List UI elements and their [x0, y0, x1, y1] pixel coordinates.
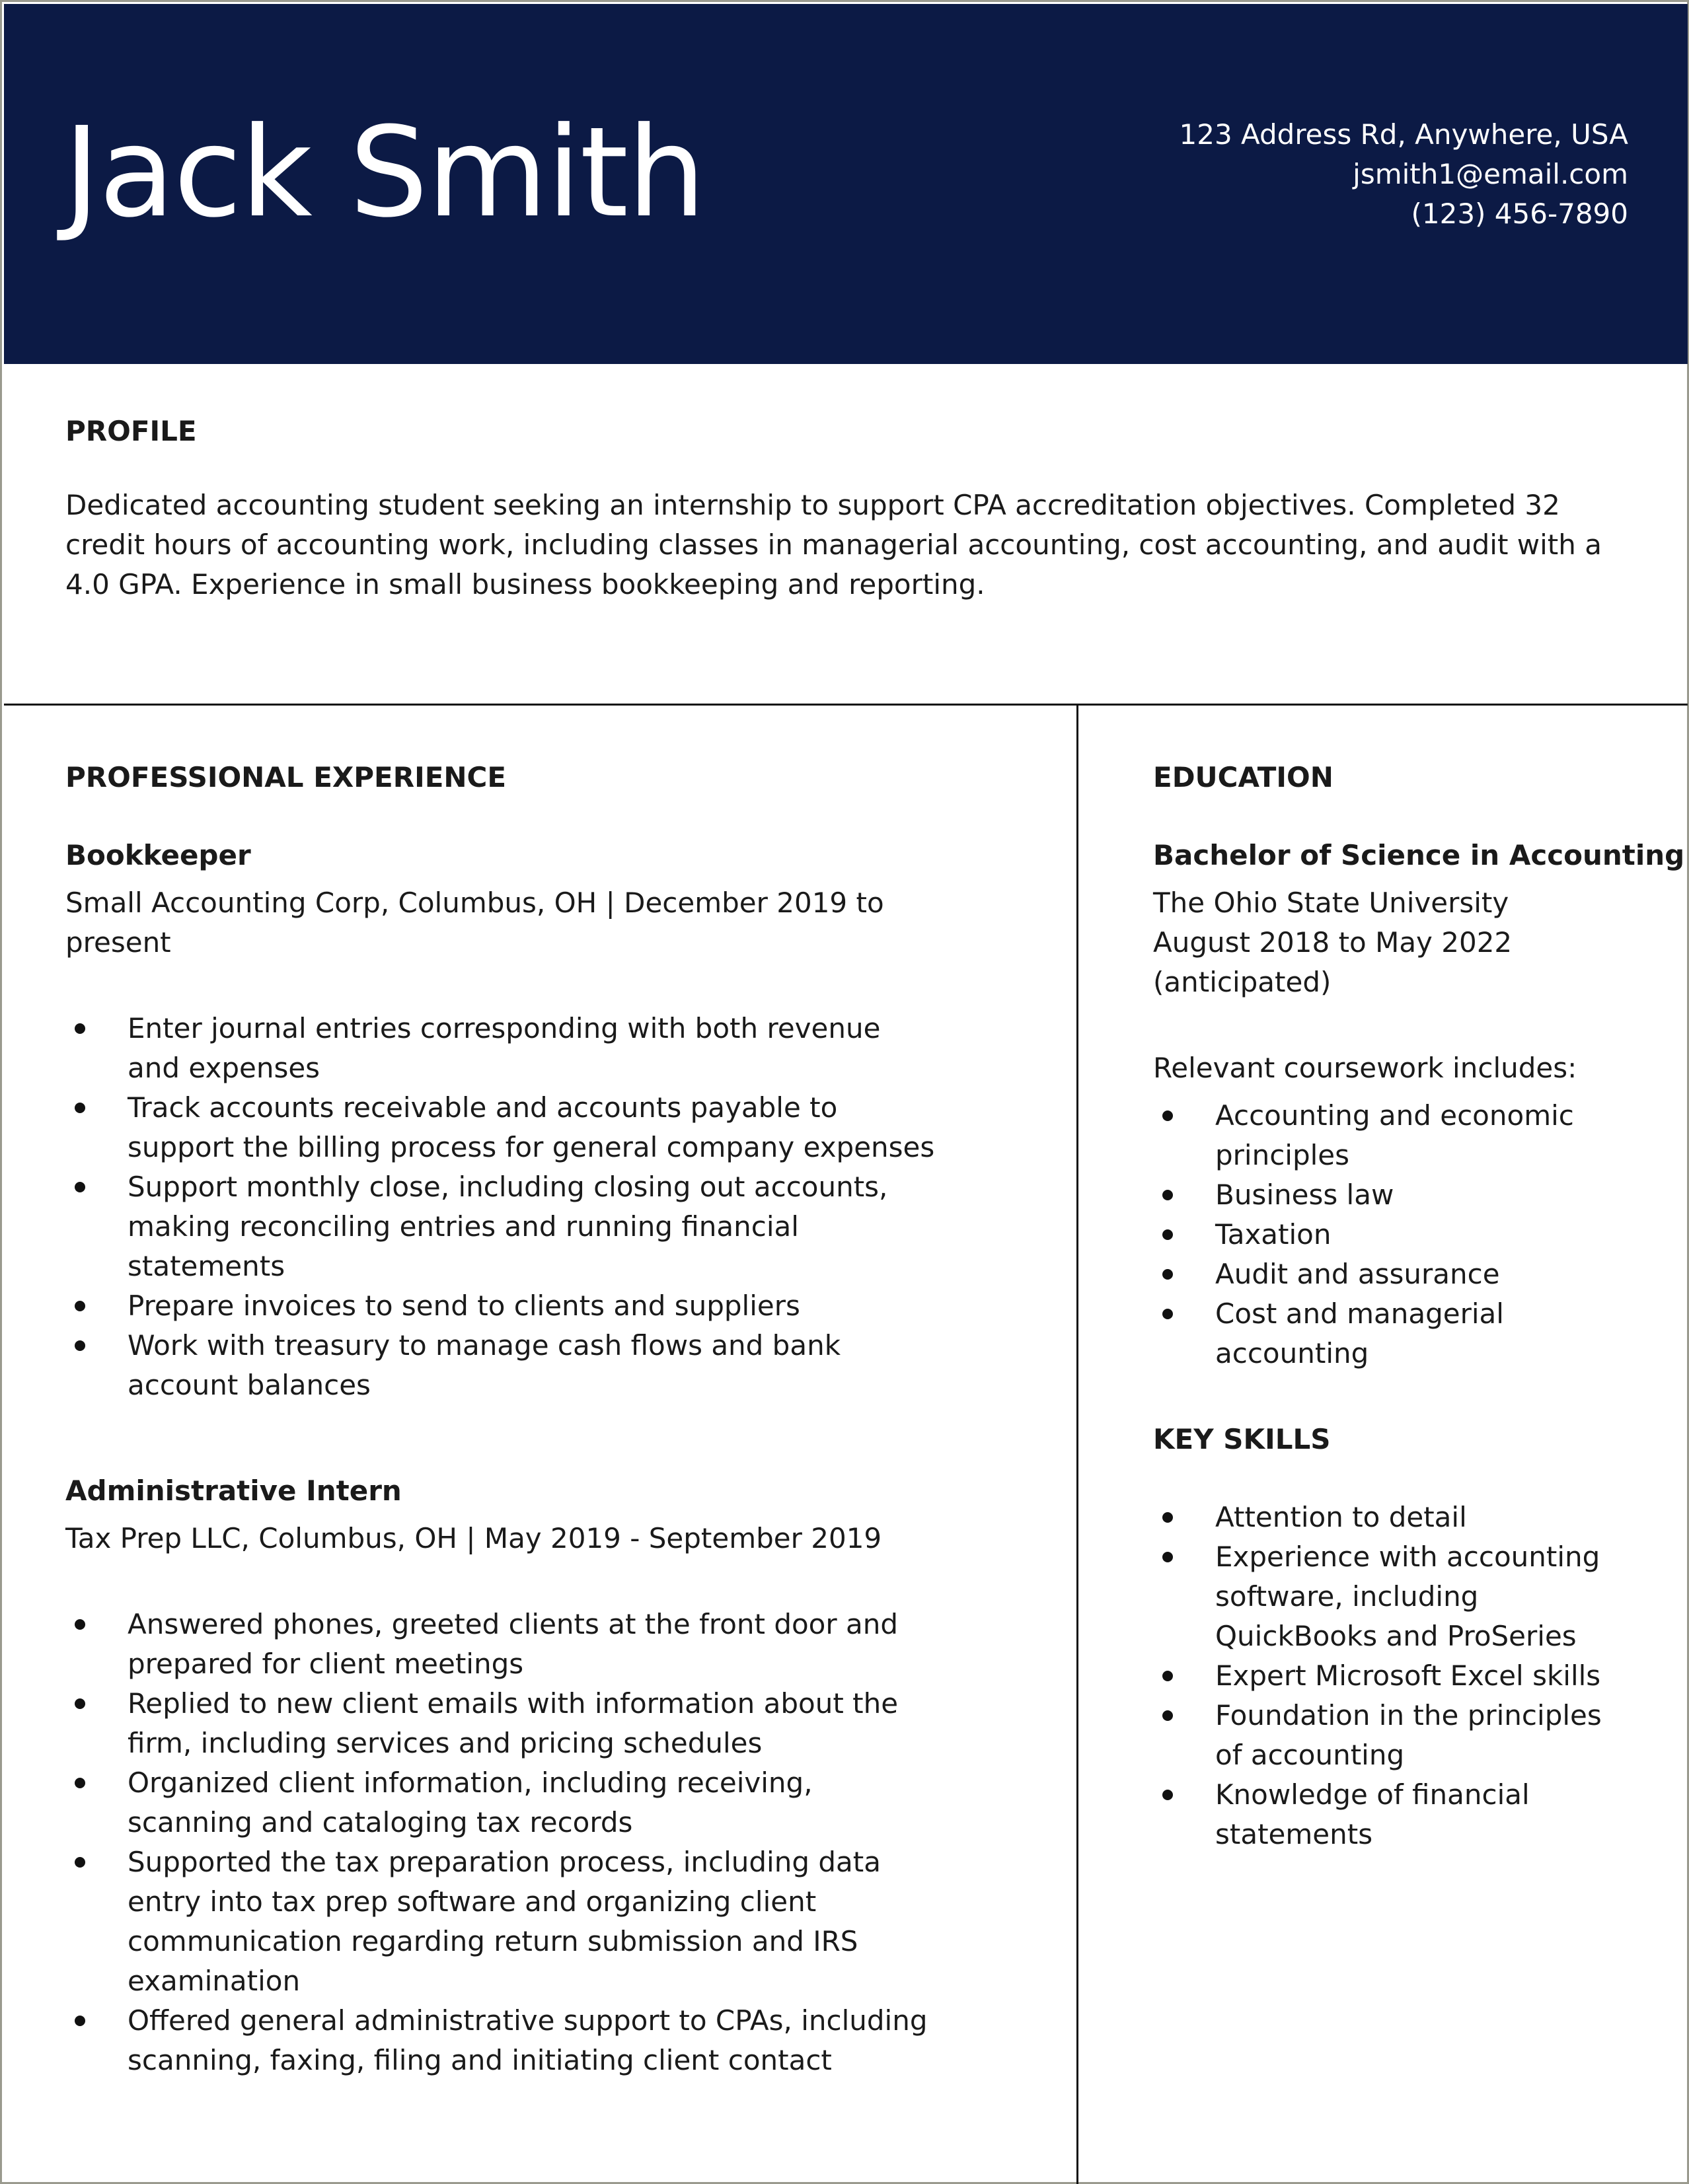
profile-heading: PROFILE — [65, 415, 197, 447]
job-details: Small Accounting Corp, Columbus, OH | December 2019 to present — [65, 887, 884, 959]
bullet-icon — [1162, 1110, 1173, 1121]
bullet-icon — [75, 2016, 85, 2026]
list-item: Prepare invoices to send to clients and suppliers — [65, 1286, 938, 1326]
bullet-icon — [1162, 1710, 1173, 1721]
bullet-icon — [1162, 1512, 1173, 1523]
horizontal-divider — [4, 704, 1688, 706]
bullet-icon — [75, 1619, 85, 1630]
sidebar-column — [1153, 758, 1685, 1854]
education-dates: August 2018 to May 2022 (anticipated) — [1153, 926, 1513, 998]
list-item: Support monthly close, including closing out accounts, making reconciling entries and running financial statements — [65, 1167, 938, 1286]
list-item: Experience with accounting software, including QuickBooks and ProSeries — [1153, 1537, 1629, 1656]
list-item: Expert Microsoft Excel skills — [1153, 1656, 1629, 1696]
list-item: Accounting and economic principles — [1153, 1096, 1629, 1175]
list-item: Attention to detail — [1153, 1498, 1629, 1537]
education-heading: EDUCATION — [1153, 761, 1333, 793]
profile-summary: Dedicated accounting student seeking an internship to support CPA accreditation objectives. Completed 32 credit hours of accounting work, including classes in managerial accounting, cost accounting, and audit with a 4.0 GPA. Experience in small business bookkeeping and reporting. — [65, 489, 1602, 601]
list-item: Supported the tax preparation process, including data entry into tax prep software and organizing client communication regarding return submission and IRS examination — [65, 1842, 938, 2001]
list-item: Audit and assurance — [1153, 1255, 1629, 1294]
list-item: Knowledge of financial statements — [1153, 1775, 1629, 1854]
bullet-icon — [75, 1301, 85, 1311]
list-item: Taxation — [1153, 1215, 1629, 1255]
skills-section — [1153, 1420, 1629, 1854]
job-title: Administrative Intern — [65, 1474, 402, 1507]
list-item: Answered phones, greeted clients at the front door and prepared for client meetings — [65, 1605, 938, 1684]
coursework-label: Relevant coursework includes: — [1153, 1052, 1577, 1084]
contact-info — [1180, 115, 1629, 234]
job-title: Bookkeeper — [65, 839, 251, 871]
coursework-list — [1153, 1096, 1629, 1373]
bullet-icon — [1162, 1552, 1173, 1562]
degree-title: Bachelor of Science in Accounting — [1153, 839, 1685, 871]
bullet-icon — [1162, 1190, 1173, 1200]
school-name: The Ohio State University — [1153, 887, 1509, 919]
list-item: Offered general administrative support to CPAs, including scanning, faxing, filing and initiating client contact — [65, 2001, 938, 2080]
bullet-icon — [75, 1340, 85, 1351]
profile-section — [65, 412, 1625, 604]
list-item: Replied to new client emails with information about the firm, including services and pricing schedules — [65, 1684, 938, 1763]
candidate-name: Jack Smith — [63, 100, 705, 245]
contact-address: 123 Address Rd, Anywhere, USA — [1179, 118, 1628, 151]
bullet-icon — [1162, 1269, 1173, 1280]
education-section — [1153, 758, 1685, 1373]
job-bullet-list — [65, 1009, 938, 1405]
contact-email: jsmith1@email.com — [1353, 158, 1628, 190]
bullet-icon — [1162, 1790, 1173, 1800]
job-entry — [65, 836, 938, 1405]
header-banner — [4, 4, 1688, 364]
bullet-icon — [75, 1103, 85, 1113]
experience-section — [65, 758, 938, 2080]
list-item: Foundation in the principles of accounting — [1153, 1696, 1629, 1775]
vertical-divider — [1076, 706, 1078, 2184]
list-item: Work with treasury to manage cash flows and bank account balances — [65, 1326, 938, 1405]
job-bullet-list — [65, 1605, 938, 2080]
skills-list — [1153, 1498, 1629, 1854]
contact-phone: (123) 456-7890 — [1411, 198, 1628, 230]
list-item: Cost and managerial accounting — [1153, 1294, 1629, 1373]
bullet-icon — [1162, 1309, 1173, 1319]
skills-heading: KEY SKILLS — [1153, 1423, 1331, 1455]
job-details: Tax Prep LLC, Columbus, OH | May 2019 - September 2019 — [65, 1522, 882, 1554]
list-item: Organized client information, including receiving, scanning and cataloging tax records — [65, 1763, 938, 1842]
bullet-icon — [75, 1698, 85, 1709]
job-entry — [65, 1471, 938, 2080]
bullet-icon — [75, 1182, 85, 1192]
bullet-icon — [75, 1857, 85, 1868]
experience-heading: PROFESSIONAL EXPERIENCE — [65, 761, 507, 793]
list-item: Track accounts receivable and accounts payable to support the billing process for general company expenses — [65, 1088, 938, 1167]
list-item: Enter journal entries corresponding with both revenue and expenses — [65, 1009, 938, 1088]
bullet-icon — [75, 1023, 85, 1034]
bullet-icon — [75, 1778, 85, 1788]
bullet-icon — [1162, 1671, 1173, 1681]
list-item: Business law — [1153, 1175, 1629, 1215]
bullet-icon — [1162, 1229, 1173, 1240]
